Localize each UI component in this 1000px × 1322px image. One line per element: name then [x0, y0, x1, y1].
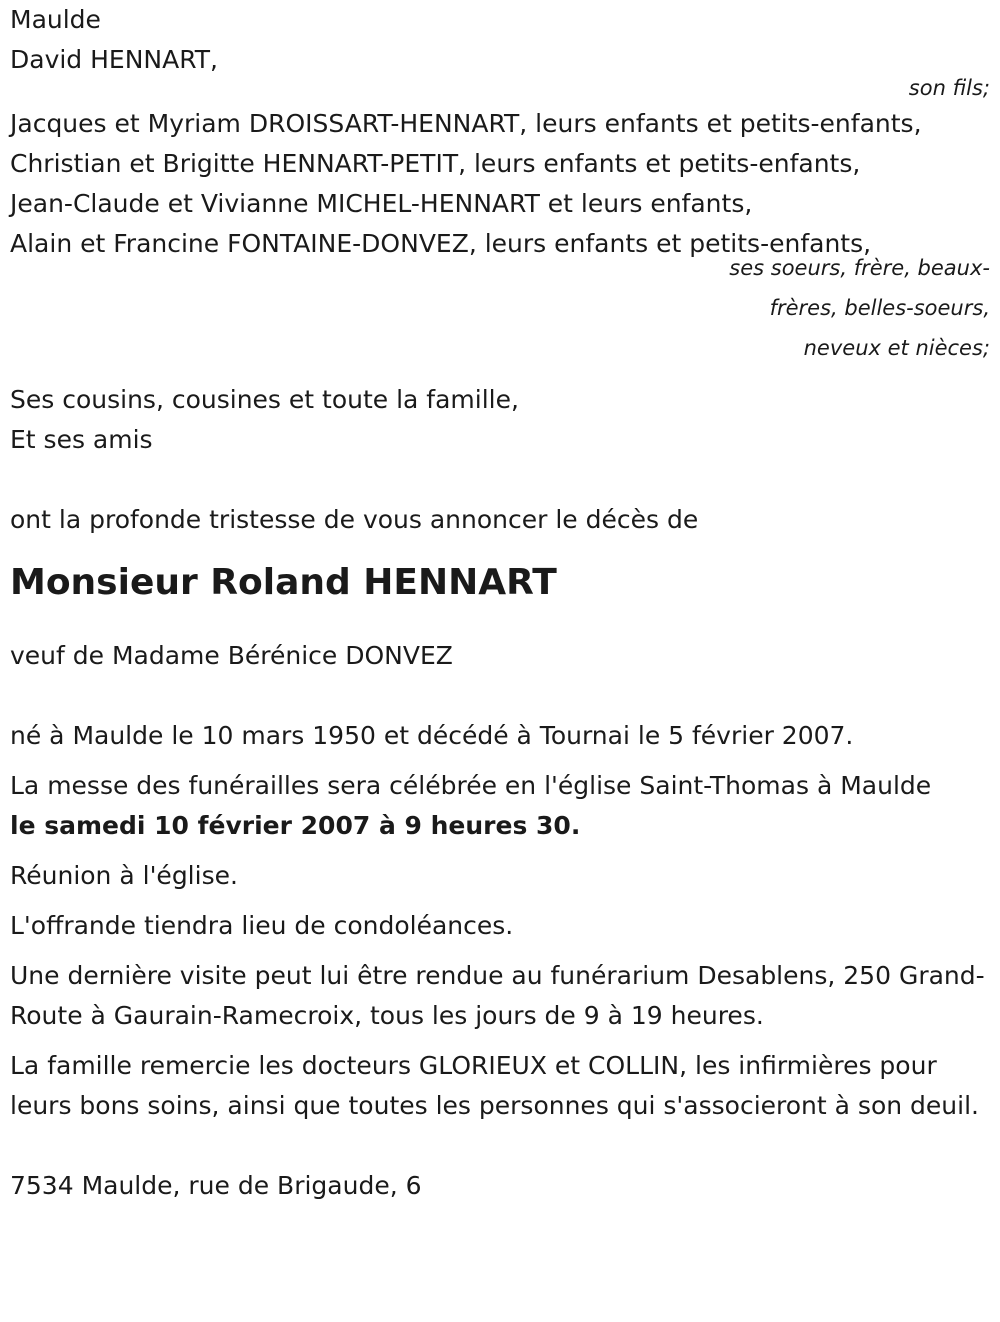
sibling-line-3: Jean-Claude et Vivianne MICHEL-HENNART et leurs enfants,	[10, 189, 753, 218]
address-line: 7534 Maulde, rue de Brigaude, 6	[10, 1171, 422, 1200]
obituary-notice	[10, 0, 990, 1206]
birth-death-line: né à Maulde le 10 mars 1950 et décédé à Tournai le 5 février 2007.	[10, 721, 854, 750]
deceased-name: Monsieur Roland HENNART	[10, 562, 557, 603]
sibling-line-4: Alain et Francine FONTAINE-DONVEZ, leurs enfants et petits-enfants,	[10, 229, 872, 258]
visit-paragraph: Une dernière visite peut lui être rendue au funérarium Desablens, 250 Grand-Route à Gaurain-Ramecroix, tous les jours de 9 à 19 heures.	[10, 961, 985, 1030]
meeting-line: Réunion à l'église.	[10, 861, 238, 890]
place-line: Maulde	[10, 5, 101, 34]
funeral-mass-line: La messe des funérailles sera célébrée en l'église Saint-Thomas à Maulde	[10, 771, 932, 800]
offering-line: L'offrande tiendra lieu de condoléances.	[10, 911, 514, 940]
cousins-line: Ses cousins, cousines et toute la famille,	[10, 385, 519, 414]
thanks-paragraph: La famille remercie les docteurs GLORIEUX et COLLIN, les infirmières pour leurs bons soins, ainsi que toutes les personnes qui s'associeront à son deuil.	[10, 1051, 979, 1120]
announcement-line: ont la profonde tristesse de vous annoncer le décès de	[10, 505, 699, 534]
siblings-role: ses soeurs, frère, beaux-frères, belles-soeurs, neveux et nièces;	[729, 256, 990, 360]
funeral-mass-paragraph	[10, 766, 990, 846]
friends-line: Et ses amis	[10, 425, 153, 454]
sibling-line-2: Christian et Brigitte HENNART-PETIT, leurs enfants et petits-enfants,	[10, 149, 861, 178]
widower-line: veuf de Madame Bérénice DONVEZ	[10, 641, 453, 670]
son-role: son fils;	[908, 76, 990, 100]
funeral-date-line: le samedi 10 février 2007 à 9 heures 30.	[10, 811, 581, 840]
sibling-line-1: Jacques et Myriam DROISSART-HENNART, leurs enfants et petits-enfants,	[10, 109, 922, 138]
son-name: David HENNART,	[10, 45, 218, 74]
